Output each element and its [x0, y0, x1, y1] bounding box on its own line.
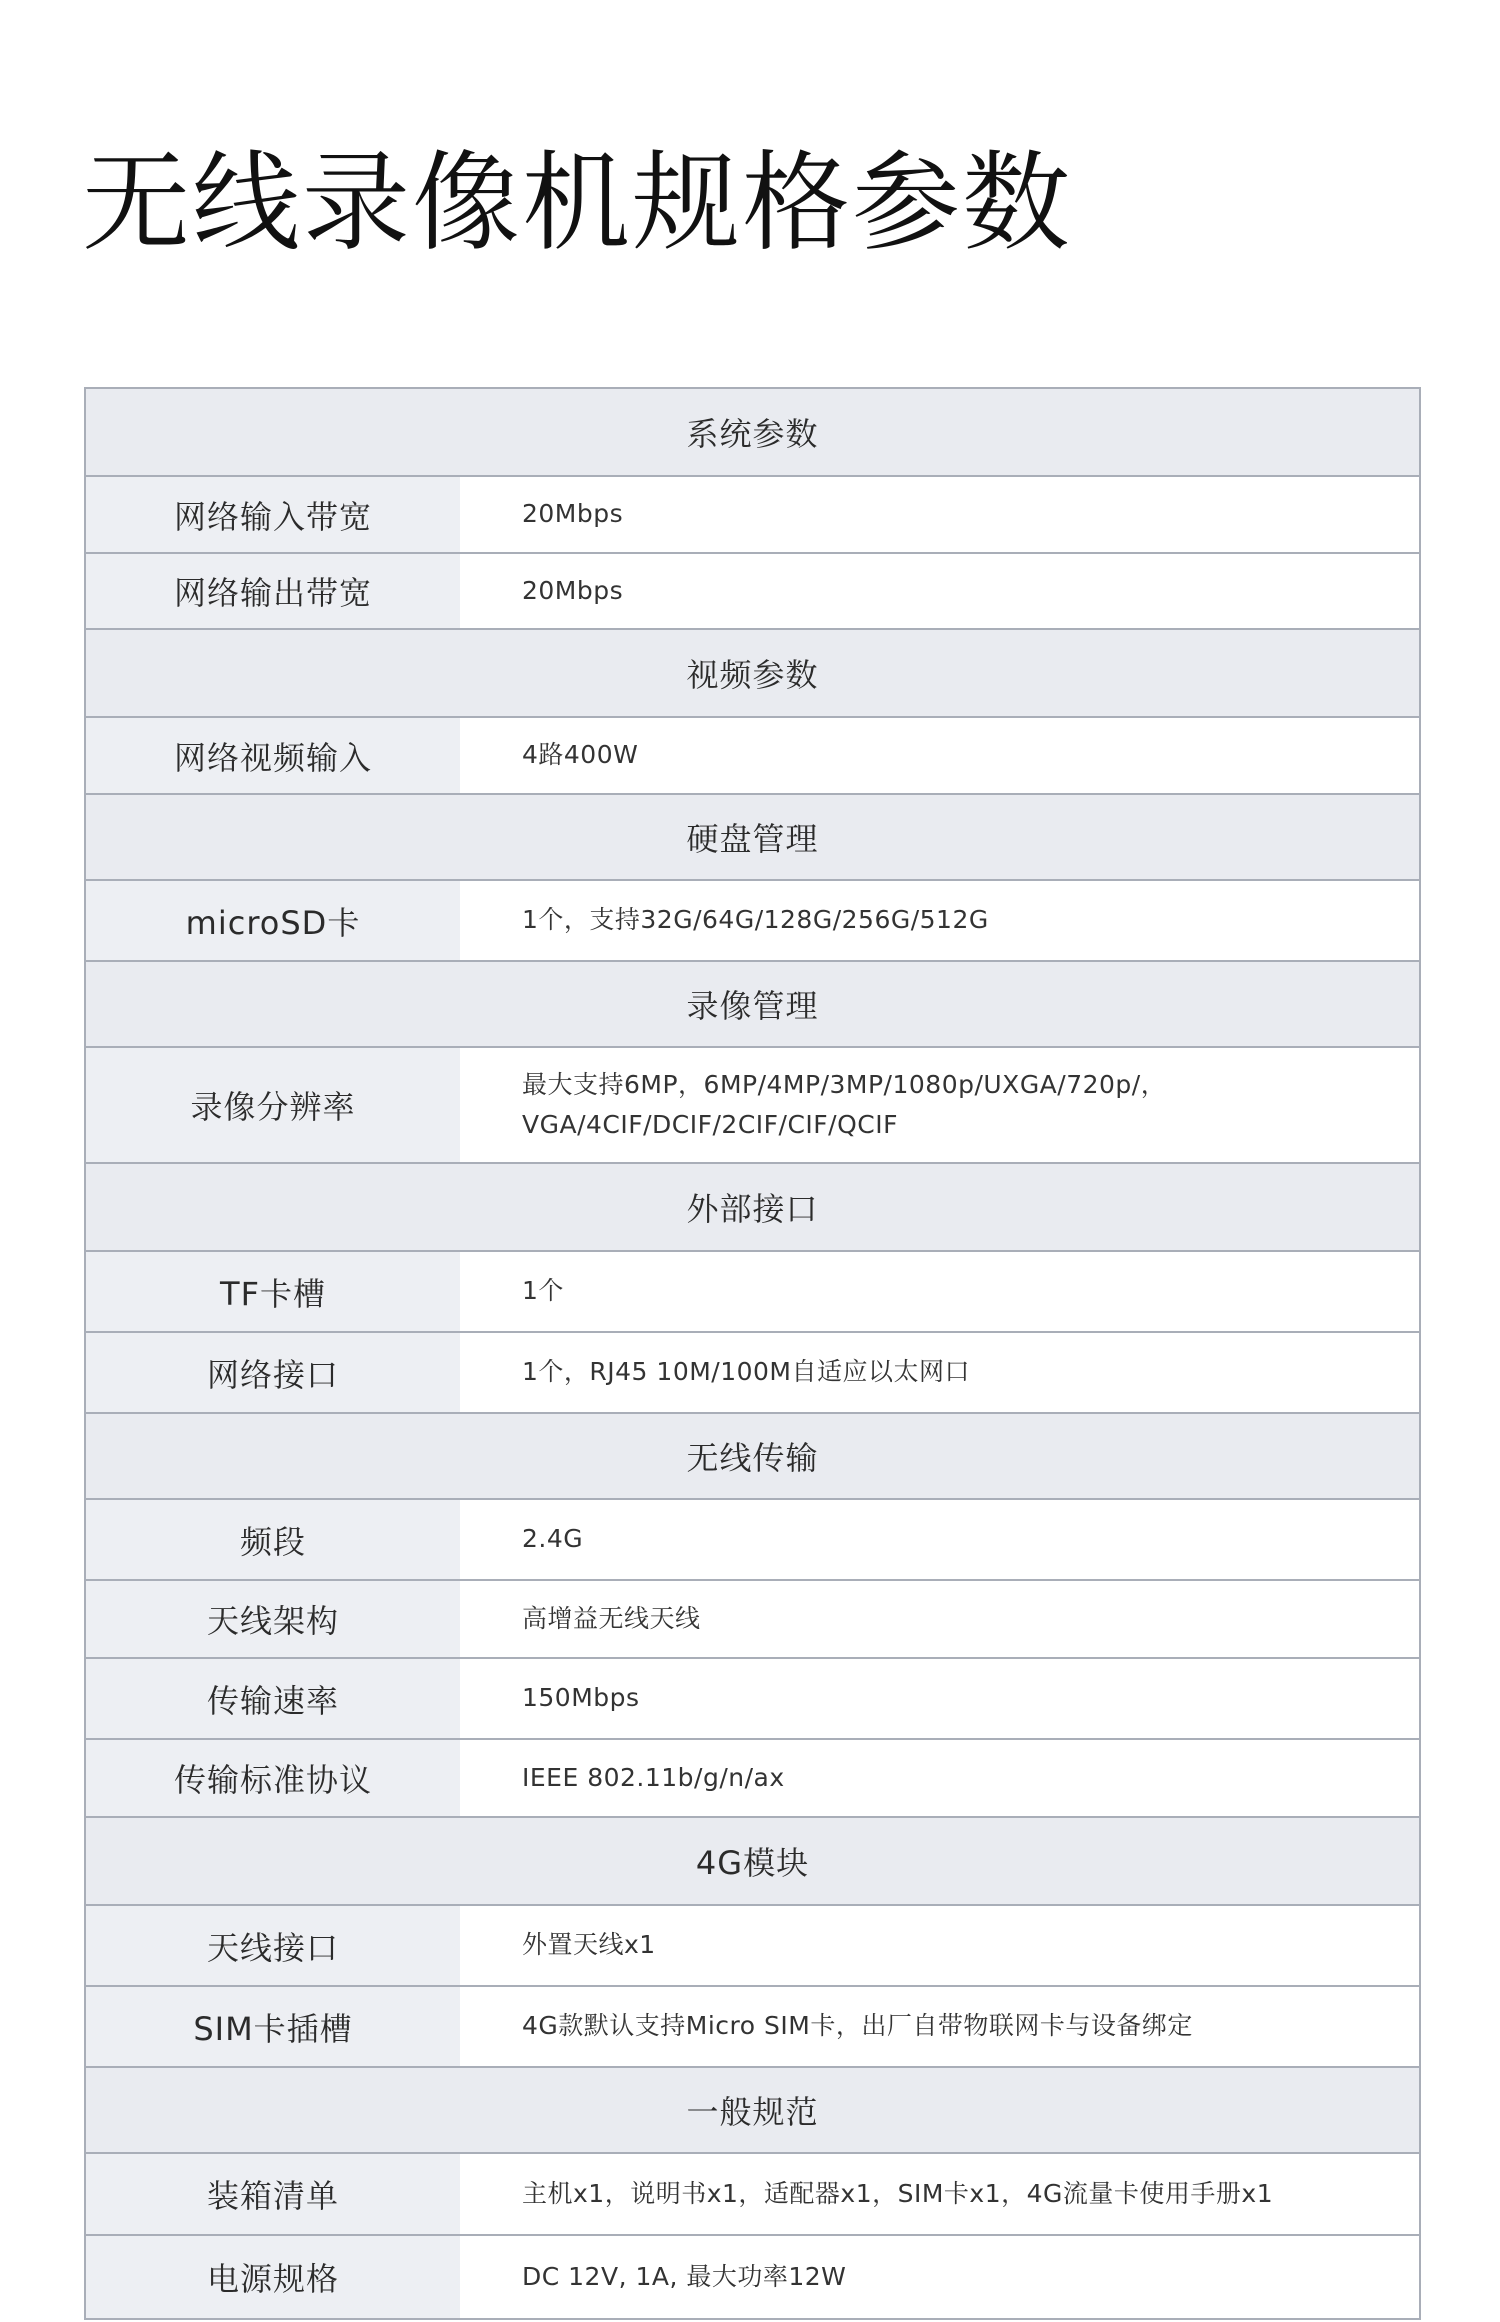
spec-value-line: VGA/4CIF/DCIF/2CIF/CIF/QCIF: [522, 1110, 898, 1139]
spec-key: 传输标准协议: [86, 1740, 460, 1816]
page-title: 无线录像机规格参数: [82, 141, 1073, 266]
spec-key: 录像分辨率: [86, 1048, 460, 1162]
spec-value-line: 4路400W: [522, 740, 639, 770]
spec-value-line: 20Mbps: [522, 575, 624, 605]
spec-row: [86, 1048, 1419, 1164]
spec-row: [86, 1581, 1419, 1659]
spec-value: [460, 477, 1419, 552]
spec-value: [460, 1906, 1419, 1985]
spec-key: 网络视频输入: [86, 718, 460, 793]
spec-key: 天线接口: [86, 1906, 460, 1985]
spec-value: [460, 1048, 1419, 1162]
spec-key: 频段: [86, 1500, 460, 1579]
spec-key: TF卡槽: [86, 1252, 460, 1331]
spec-value: [460, 881, 1419, 960]
section-header: 外部接口: [86, 1164, 1419, 1252]
spec-value-line: 2.4G: [522, 1524, 584, 1554]
section-header: 录像管理: [86, 962, 1419, 1048]
spec-row: [86, 1740, 1419, 1818]
spec-key: SIM卡插槽: [86, 1987, 460, 2066]
spec-row: [86, 1906, 1419, 1987]
spec-key: microSD卡: [86, 881, 460, 960]
spec-row: [86, 2236, 1419, 2320]
spec-row: [86, 881, 1419, 962]
spec-value: [460, 554, 1419, 628]
spec-value-line: 最大支持6MP，6MP/4MP/3MP/1080p/UXGA/720p/，: [522, 1069, 1167, 1099]
spec-value-line: 4G款默认支持Micro SIM卡，出厂自带物联网卡与设备绑定: [522, 2011, 1193, 2041]
spec-value: [460, 1333, 1419, 1412]
spec-value: [460, 2154, 1419, 2234]
spec-key: 传输速率: [86, 1659, 460, 1738]
spec-key: 电源规格: [86, 2236, 460, 2318]
spec-value-line: IEEE 802.11b/g/n/ax: [522, 1762, 785, 1792]
spec-value-line: 主机x1，说明书x1，适配器x1，SIM卡x1，4G流量卡使用手册x1: [522, 2178, 1274, 2208]
section-header: 视频参数: [86, 630, 1419, 718]
spec-value: [460, 1659, 1419, 1738]
spec-row: [86, 1252, 1419, 1333]
spec-value: [460, 2236, 1419, 2318]
spec-row: [86, 718, 1419, 795]
spec-value-line: 1个，支持32G/64G/128G/256G/512G: [522, 905, 989, 935]
spec-row: [86, 1500, 1419, 1581]
spec-value-line: 外置天线x1: [522, 1930, 656, 1960]
spec-value-line: 1个，RJ45 10M/100M自适应以太网口: [522, 1357, 970, 1387]
spec-value: [460, 1581, 1419, 1657]
spec-value-line: 高增益无线天线: [522, 1603, 701, 1633]
spec-key: 网络输入带宽: [86, 477, 460, 552]
spec-row: [86, 1333, 1419, 1414]
spec-value: [460, 1740, 1419, 1816]
spec-row: [86, 477, 1419, 554]
spec-value: [460, 718, 1419, 793]
spec-value-line: 20Mbps: [522, 499, 624, 529]
section-header: 4G模块: [86, 1818, 1419, 1906]
spec-key: 装箱清单: [86, 2154, 460, 2234]
spec-table: [84, 387, 1421, 2320]
section-header: 一般规范: [86, 2068, 1419, 2154]
spec-key: 网络输出带宽: [86, 554, 460, 628]
spec-value-line: DC 12V, 1A, 最大功率12W: [522, 2261, 847, 2291]
spec-value: [460, 1987, 1419, 2066]
spec-row: [86, 2154, 1419, 2236]
section-header: 无线传输: [86, 1414, 1419, 1500]
spec-row: [86, 554, 1419, 630]
spec-value-line: 1个: [522, 1276, 564, 1306]
spec-key: 天线架构: [86, 1581, 460, 1657]
section-header: 系统参数: [86, 389, 1419, 477]
spec-key: 网络接口: [86, 1333, 460, 1412]
spec-row: [86, 1987, 1419, 2068]
spec-value: [460, 1500, 1419, 1579]
spec-value: [460, 1252, 1419, 1331]
section-header: 硬盘管理: [86, 795, 1419, 881]
spec-value-line: 150Mbps: [522, 1683, 640, 1713]
spec-row: [86, 1659, 1419, 1740]
